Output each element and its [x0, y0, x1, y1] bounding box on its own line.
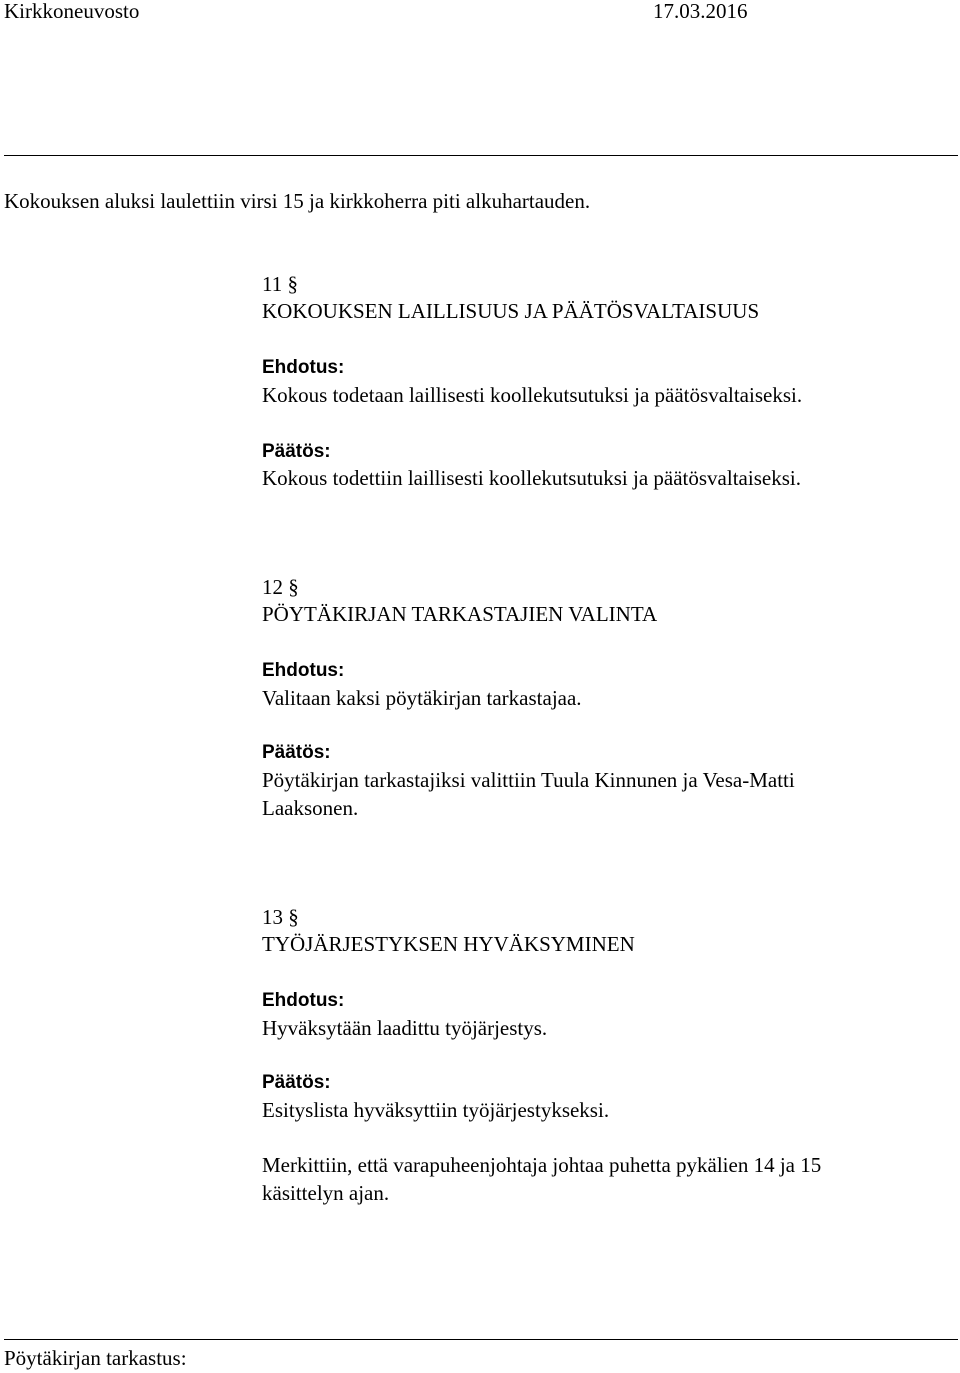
proposal-label-13: Ehdotus: [262, 990, 345, 1011]
section-title-11: KOKOUKSEN LAILLISUUS JA PÄÄTÖSVALTAISUUS [262, 299, 760, 323]
proposal-text-13: Hyväksytään laadittu työjärjestys. [262, 1016, 548, 1040]
meeting-date: 17.03.2016 [653, 0, 748, 23]
decision-text-12-line1: Pöytäkirjan tarkastajiksi valittiin Tuula Kinnunen ja Vesa-Matti [262, 768, 795, 792]
note-text-13-line1: Merkittiin, että varapuheenjohtaja johtaa puhetta pykälien 14 ja 15 [262, 1153, 822, 1177]
proposal-label-11: Ehdotus: [262, 357, 345, 378]
note-text-13-line2: käsittelyn ajan. [262, 1181, 390, 1205]
proposal-label-12: Ehdotus: [262, 660, 345, 681]
header-divider [4, 155, 958, 156]
decision-label-13: Päätös: [262, 1072, 331, 1093]
section-number-13: 13 § [262, 905, 299, 929]
footer-label: Pöytäkirjan tarkastus: [4, 1346, 187, 1370]
decision-text-13: Esityslista hyväksyttiin työjärjestykseksi. [262, 1098, 610, 1122]
section-number-11: 11 § [262, 272, 298, 296]
decision-label-11: Päätös: [262, 441, 331, 462]
section-title-13: TYÖJÄRJESTYKSEN HYVÄKSYMINEN [262, 932, 635, 956]
decision-text-12-line2: Laaksonen. [262, 796, 359, 820]
section-title-12: PÖYTÄKIRJAN TARKASTAJIEN VALINTA [262, 602, 658, 626]
decision-text-11: Kokous todettiin laillisesti koollekutsutuksi ja päätösvaltaiseksi. [262, 466, 801, 490]
decision-label-12: Päätös: [262, 742, 331, 763]
section-number-12: 12 § [262, 575, 299, 599]
proposal-text-12: Valitaan kaksi pöytäkirjan tarkastajaa. [262, 686, 582, 710]
footer-divider [4, 1339, 958, 1340]
proposal-text-11: Kokous todetaan laillisesti koollekutsutuksi ja päätösvaltaiseksi. [262, 383, 803, 407]
intro-text: Kokouksen aluksi laulettiin virsi 15 ja kirkkoherra piti alkuhartauden. [4, 189, 591, 213]
organization-name: Kirkkoneuvosto [4, 0, 140, 23]
